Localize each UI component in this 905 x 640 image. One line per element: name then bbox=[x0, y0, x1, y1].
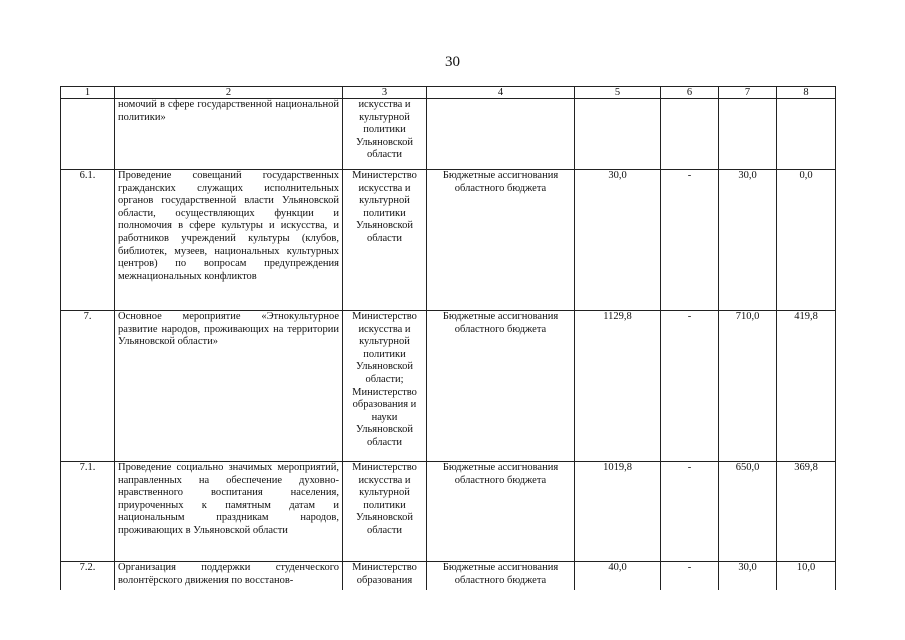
value-col5: 30,0 bbox=[575, 170, 661, 311]
column-header: 8 bbox=[777, 87, 836, 99]
budget-table bbox=[60, 86, 836, 590]
value-col8: 0,0 bbox=[777, 170, 836, 311]
activity-name: Проведение совещаний государственных гражданских служащих исполнительных органов государственной власти Ульяновской области, осуществляющих функции и полномочия в сфере культуры и искусства, и работников учреждений культуры (клубов, библиотек, музеев, национальных культурных центров) по вопросам предупреждения межнациональных конфликтов bbox=[115, 170, 343, 311]
value-col5: 1129,8 bbox=[575, 311, 661, 462]
value-col7: 710,0 bbox=[719, 311, 777, 462]
value-col5: 1019,8 bbox=[575, 462, 661, 562]
value-col8: 369,8 bbox=[777, 462, 836, 562]
funding-source: Бюджетные ассигнования областного бюджета bbox=[427, 462, 575, 562]
column-header: 3 bbox=[343, 87, 427, 99]
column-header: 4 bbox=[427, 87, 575, 99]
funding-source: Бюджетные ассигнования областного бюджета bbox=[427, 170, 575, 311]
funding-source: Бюджетные ассигнования областного бюджета bbox=[427, 562, 575, 590]
funding-source bbox=[427, 99, 575, 170]
responsible-body: Министерство образования bbox=[343, 562, 427, 590]
row-number: 7.2. bbox=[61, 562, 115, 590]
table-row bbox=[61, 311, 836, 462]
responsible-body: Министерство искусства и культурной политики Ульяновской области bbox=[343, 170, 427, 311]
activity-name: Проведение социально значимых мероприятий, направленных на обеспечение духовно-нравственного воспитания населения, приуроченных к памятным датам и национальным праздникам народов, проживающих в Ульяновской области bbox=[115, 462, 343, 562]
column-header: 5 bbox=[575, 87, 661, 99]
value-col6: - bbox=[661, 462, 719, 562]
value-col7: 30,0 bbox=[719, 170, 777, 311]
value-col6: - bbox=[661, 562, 719, 590]
value-col8 bbox=[777, 99, 836, 170]
value-col8: 419,8 bbox=[777, 311, 836, 462]
funding-source: Бюджетные ассигнования областного бюджета bbox=[427, 311, 575, 462]
value-col7: 650,0 bbox=[719, 462, 777, 562]
activity-name: номочий в сфере государственной национальной политики» bbox=[115, 99, 343, 170]
table-row bbox=[61, 562, 836, 590]
activity-name: Основное мероприятие «Этнокультурное развитие народов, проживающих на территории Ульяновской области» bbox=[115, 311, 343, 462]
value-col5: 40,0 bbox=[575, 562, 661, 590]
column-header: 7 bbox=[719, 87, 777, 99]
value-col6: - bbox=[661, 311, 719, 462]
value-col8: 10,0 bbox=[777, 562, 836, 590]
responsible-body: Министерство искусства и культурной политики Ульяновской области bbox=[343, 462, 427, 562]
value-col6: - bbox=[661, 170, 719, 311]
responsible-body: Министерство искусства и культурной политики Ульяновской области; Министерство образования и науки Ульяновской области bbox=[343, 311, 427, 462]
value-col5 bbox=[575, 99, 661, 170]
activity-name: Организация поддержки студенческого волонтёрского движения по восстанов- bbox=[115, 562, 343, 590]
column-header: 6 bbox=[661, 87, 719, 99]
table-row bbox=[61, 170, 836, 311]
row-number bbox=[61, 99, 115, 170]
row-number: 7.1. bbox=[61, 462, 115, 562]
responsible-body: искусства и культурной политики Ульяновской области bbox=[343, 99, 427, 170]
value-col7 bbox=[719, 99, 777, 170]
column-header: 2 bbox=[115, 87, 343, 99]
row-number: 6.1. bbox=[61, 170, 115, 311]
table-row bbox=[61, 462, 836, 562]
table-row bbox=[61, 99, 836, 170]
value-col6 bbox=[661, 99, 719, 170]
row-number: 7. bbox=[61, 311, 115, 462]
column-header: 1 bbox=[61, 87, 115, 99]
column-number-row bbox=[61, 87, 836, 99]
value-col7: 30,0 bbox=[719, 562, 777, 590]
page-number: 30 bbox=[445, 54, 460, 70]
